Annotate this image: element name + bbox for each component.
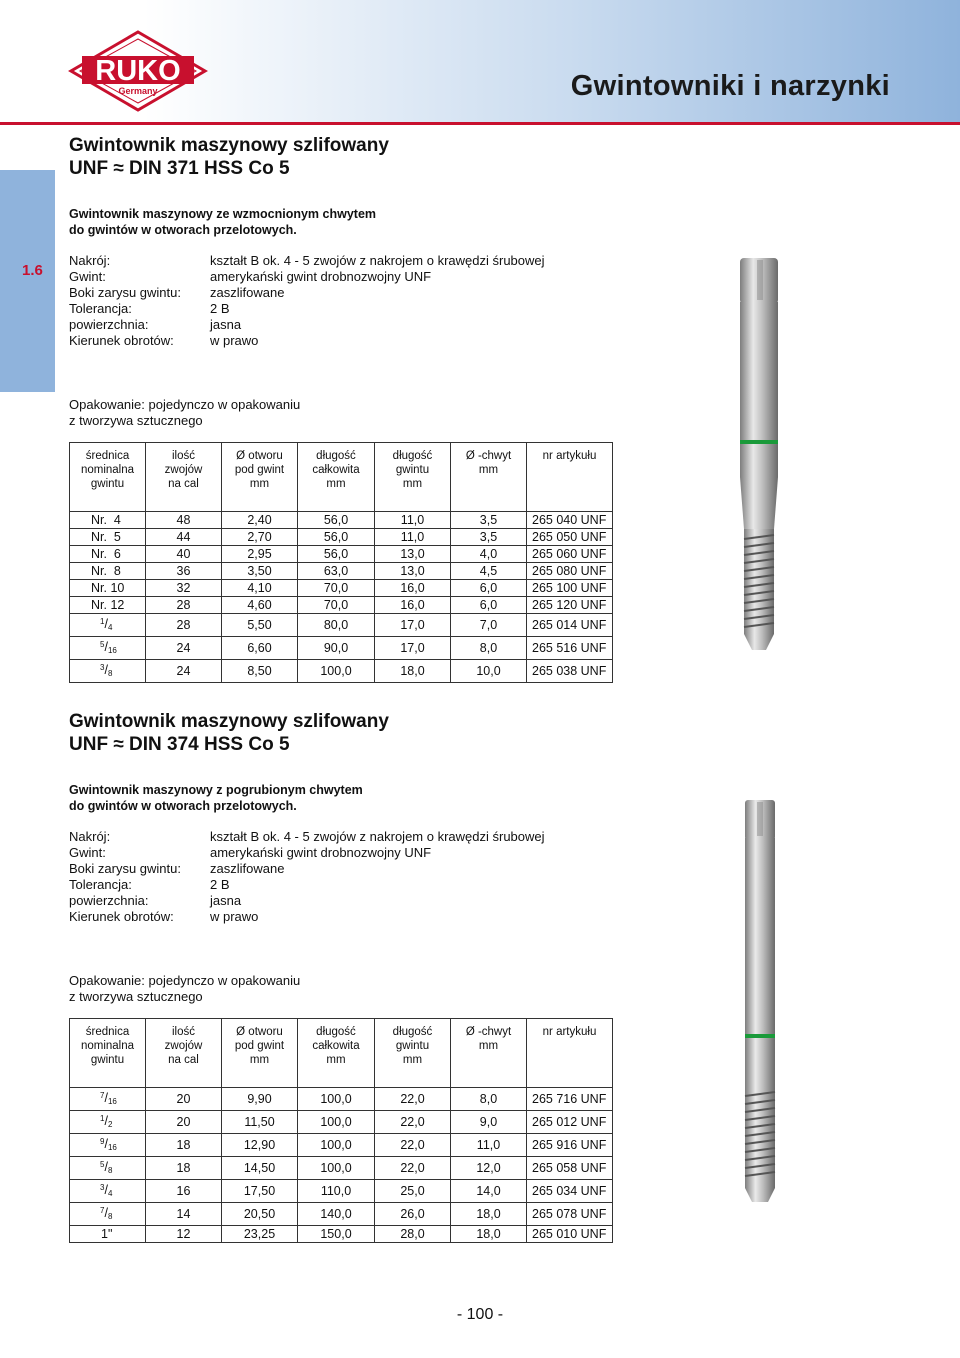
cell-size: Nr. 4 xyxy=(70,512,146,529)
ruko-logo xyxy=(68,30,208,112)
cell-tpi: 32 xyxy=(146,580,222,597)
cell-drill: 17,50 xyxy=(222,1180,298,1203)
table-row xyxy=(70,1203,613,1226)
cell-total: 70,0 xyxy=(298,580,375,597)
table-row xyxy=(70,1134,613,1157)
cell-thread: 11,0 xyxy=(375,529,451,546)
cell-art: 265 916 UNF xyxy=(527,1134,613,1157)
spec-value: jasna xyxy=(210,893,242,908)
cell-size: Nr. 5 xyxy=(70,529,146,546)
cell-size xyxy=(70,1180,146,1203)
cell-shank: 10,0 xyxy=(451,660,527,683)
cell-tpi: 14 xyxy=(146,1203,222,1226)
cell-drill: 2,95 xyxy=(222,546,298,563)
section1-title-line1: Gwintownik maszynowy szlifowany xyxy=(69,135,389,156)
fraction-numerator: 5 xyxy=(100,1160,105,1169)
column-header-line: gwintu xyxy=(395,1040,430,1052)
column-header xyxy=(222,1019,298,1083)
fraction-slash: / xyxy=(104,617,108,631)
column-header-line: zwojów xyxy=(164,1040,203,1052)
column-header-line: na cal xyxy=(168,478,199,490)
column-header xyxy=(70,1019,146,1083)
column-header-line xyxy=(527,463,612,477)
fraction-slash: / xyxy=(104,1091,108,1105)
cell-total: 63,0 xyxy=(298,563,375,580)
spec-key: Nakrój: xyxy=(69,253,111,268)
section2-title-line1: Gwintownik maszynowy szlifowany xyxy=(69,711,389,732)
cell-shank: 18,0 xyxy=(451,1226,527,1243)
spec-key: Nakrój: xyxy=(69,829,111,844)
cell-art: 265 060 UNF xyxy=(527,546,613,563)
section1-title-line2: UNF ≈ DIN 371 HSS Co 5 xyxy=(69,158,290,179)
cell-thread: 17,0 xyxy=(375,614,451,637)
section2-specs xyxy=(69,829,545,925)
column-header-line: ilość xyxy=(171,1026,195,1038)
column-header-line xyxy=(451,477,526,491)
spec-value: amerykański gwint drobnozwojny UNF xyxy=(210,269,432,284)
cell-drill: 9,90 xyxy=(222,1088,298,1111)
spec-value: 2 B xyxy=(210,877,230,892)
spec-key: Gwint: xyxy=(69,269,106,284)
spec-value: zaszlifowane xyxy=(210,861,285,876)
section1-title xyxy=(69,134,389,180)
fraction-numerator: 1 xyxy=(100,617,105,626)
fraction-denominator: 8 xyxy=(107,1166,113,1175)
cell-total: 80,0 xyxy=(298,614,375,637)
cell-art: 265 010 UNF xyxy=(527,1226,613,1243)
cell-shank: 8,0 xyxy=(451,637,527,660)
cell-drill: 3,50 xyxy=(222,563,298,580)
cell-shank: 18,0 xyxy=(451,1203,527,1226)
cell-drill: 6,60 xyxy=(222,637,298,660)
table-row xyxy=(70,529,613,546)
section1-table xyxy=(69,442,613,683)
spec-key: Gwint: xyxy=(69,845,106,860)
column-header-line: długość xyxy=(392,450,433,462)
cell-art: 265 516 UNF xyxy=(527,637,613,660)
section1-specs xyxy=(69,253,545,349)
cell-tpi: 48 xyxy=(146,512,222,529)
column-header-line: nominalna xyxy=(80,464,135,476)
column-header xyxy=(222,443,298,507)
fraction-denominator: 4 xyxy=(107,1189,113,1198)
cell-drill: 23,25 xyxy=(222,1226,298,1243)
cell-shank: 11,0 xyxy=(451,1134,527,1157)
column-header-line: Ø otworu xyxy=(236,1026,283,1038)
section1-packaging xyxy=(69,397,300,429)
column-header-line: całkowita xyxy=(312,1040,360,1052)
table-row xyxy=(70,597,613,614)
cell-total: 56,0 xyxy=(298,529,375,546)
fraction-denominator: 16 xyxy=(107,1143,117,1152)
cell-drill: 11,50 xyxy=(222,1111,298,1134)
table-row xyxy=(70,546,613,563)
column-header xyxy=(527,1019,613,1083)
cell-art: 265 716 UNF xyxy=(527,1088,613,1111)
cell-shank: 3,5 xyxy=(451,512,527,529)
cell-thread: 16,0 xyxy=(375,597,451,614)
spec-row xyxy=(69,829,545,845)
table-row xyxy=(70,1226,613,1243)
column-header-line: mm xyxy=(478,1040,499,1052)
cell-drill: 14,50 xyxy=(222,1157,298,1180)
spec-key: Tolerancja: xyxy=(69,301,132,316)
cell-art: 265 038 UNF xyxy=(527,660,613,683)
cell-art: 265 050 UNF xyxy=(527,529,613,546)
spec-key: powierzchnia: xyxy=(69,893,149,908)
cell-size xyxy=(70,1157,146,1180)
cell-total: 56,0 xyxy=(298,546,375,563)
fraction-slash: / xyxy=(104,1160,108,1174)
table-row xyxy=(70,563,613,580)
cell-size xyxy=(70,614,146,637)
cell-art: 265 120 UNF xyxy=(527,597,613,614)
column-header-line xyxy=(527,1053,612,1067)
column-header-line xyxy=(451,1053,526,1067)
cell-art: 265 034 UNF xyxy=(527,1180,613,1203)
fraction-slash: / xyxy=(104,663,108,677)
cell-tpi: 24 xyxy=(146,637,222,660)
spec-row xyxy=(69,269,545,285)
cell-thread: 22,0 xyxy=(375,1088,451,1111)
section2-desc-line2: do gwintów w otworach przelotowych. xyxy=(69,799,297,813)
cell-size xyxy=(70,1203,146,1226)
cell-total: 100,0 xyxy=(298,1111,375,1134)
cell-tpi: 18 xyxy=(146,1134,222,1157)
section2-packaging xyxy=(69,973,300,1005)
cell-art: 265 014 UNF xyxy=(527,614,613,637)
spec-row xyxy=(69,333,545,349)
spec-row xyxy=(69,861,545,877)
column-header-line: pod gwint xyxy=(234,1040,285,1052)
spec-row xyxy=(69,909,545,925)
logo-text: RUKO xyxy=(95,55,181,87)
column-header xyxy=(451,443,527,507)
column-header-line: gwintu xyxy=(395,464,430,476)
cell-size xyxy=(70,637,146,660)
spec-value: amerykański gwint drobnozwojny UNF xyxy=(210,845,432,860)
cell-total: 56,0 xyxy=(298,512,375,529)
cell-shank: 14,0 xyxy=(451,1180,527,1203)
cell-drill: 2,40 xyxy=(222,512,298,529)
table-row xyxy=(70,1180,613,1203)
column-header-line: średnica xyxy=(85,1026,130,1038)
spec-row xyxy=(69,301,545,317)
cell-tpi: 12 xyxy=(146,1226,222,1243)
cell-total: 100,0 xyxy=(298,1157,375,1180)
column-header-line xyxy=(527,1039,612,1053)
cell-thread: 13,0 xyxy=(375,546,451,563)
spec-row xyxy=(69,253,545,269)
cell-total: 100,0 xyxy=(298,1134,375,1157)
column-header-line: na cal xyxy=(168,1054,199,1066)
spec-key: Boki zarysu gwintu: xyxy=(69,861,181,876)
spec-value: w prawo xyxy=(210,909,259,924)
section2-description xyxy=(69,782,363,814)
column-header-line: nr artykułu xyxy=(542,1026,597,1038)
cell-tpi: 36 xyxy=(146,563,222,580)
pack-line2: z tworzywa sztucznego xyxy=(69,413,203,428)
cell-size: Nr. 8 xyxy=(70,563,146,580)
spec-key: Boki zarysu gwintu: xyxy=(69,285,181,300)
fraction-denominator: 8 xyxy=(107,1212,113,1221)
cell-size xyxy=(70,660,146,683)
spec-key: powierzchnia: xyxy=(69,317,149,332)
cell-thread: 26,0 xyxy=(375,1203,451,1226)
column-header-line: zwojów xyxy=(164,464,203,476)
pack-line1: Opakowanie: pojedynczo w opakowaniu xyxy=(69,397,301,412)
cell-thread: 28,0 xyxy=(375,1226,451,1243)
cell-total: 90,0 xyxy=(298,637,375,660)
column-header-line: mm xyxy=(402,478,423,490)
cell-total: 100,0 xyxy=(298,660,375,683)
spec-value: 2 B xyxy=(210,301,230,316)
fraction-slash: / xyxy=(104,1183,108,1197)
fraction-denominator: 16 xyxy=(107,646,117,655)
column-header-line: nominalna xyxy=(80,1040,135,1052)
spec-value: zaszlifowane xyxy=(210,285,285,300)
fraction-numerator: 9 xyxy=(100,1137,105,1146)
cell-thread: 22,0 xyxy=(375,1134,451,1157)
cell-tpi: 18 xyxy=(146,1157,222,1180)
cell-size: 1" xyxy=(70,1226,146,1243)
section1-desc-line2: do gwintów w otworach przelotowych. xyxy=(69,223,297,237)
table-row xyxy=(70,637,613,660)
pack-line1: Opakowanie: pojedynczo w opakowaniu xyxy=(69,973,301,988)
section2-title xyxy=(69,710,389,756)
column-header-line: długość xyxy=(316,1026,356,1038)
cell-size xyxy=(70,1088,146,1111)
table-row xyxy=(70,580,613,597)
section2-desc-line1: Gwintownik maszynowy z pogrubionym chwytem xyxy=(69,783,363,797)
spec-value: kształt B ok. 4 - 5 zwojów z nakrojem o krawędzi śrubowej xyxy=(210,829,545,844)
column-header xyxy=(146,1019,222,1083)
cell-size: Nr. 12 xyxy=(70,597,146,614)
cell-shank: 4,0 xyxy=(451,546,527,563)
column-header xyxy=(70,443,146,507)
cell-shank: 3,5 xyxy=(451,529,527,546)
cell-drill: 20,50 xyxy=(222,1203,298,1226)
column-header-line: całkowita xyxy=(312,464,360,476)
cell-drill: 2,70 xyxy=(222,529,298,546)
cell-shank: 8,0 xyxy=(451,1088,527,1111)
table-row xyxy=(70,1157,613,1180)
spec-row xyxy=(69,877,545,893)
column-header-line: średnica xyxy=(85,450,130,462)
column-header-line: mm xyxy=(326,478,346,490)
cell-tpi: 16 xyxy=(146,1180,222,1203)
cell-shank: 12,0 xyxy=(451,1157,527,1180)
column-header xyxy=(375,443,451,507)
cell-size xyxy=(70,1134,146,1157)
cell-shank: 9,0 xyxy=(451,1111,527,1134)
column-header-line: Ø otworu xyxy=(236,450,283,462)
cell-total: 70,0 xyxy=(298,597,375,614)
cell-thread: 18,0 xyxy=(375,660,451,683)
spec-value: kształt B ok. 4 - 5 zwojów z nakrojem o krawędzi śrubowej xyxy=(210,253,545,268)
cell-drill: 12,90 xyxy=(222,1134,298,1157)
cell-thread: 13,0 xyxy=(375,563,451,580)
column-header-line: nr artykułu xyxy=(542,450,597,462)
cell-drill: 4,10 xyxy=(222,580,298,597)
fraction-numerator: 1 xyxy=(100,1114,105,1123)
column-header xyxy=(375,1019,451,1083)
cell-art: 265 078 UNF xyxy=(527,1203,613,1226)
cell-shank: 6,0 xyxy=(451,597,527,614)
table-row xyxy=(70,1088,613,1111)
tap-image-din371 xyxy=(730,254,790,654)
fraction-slash: / xyxy=(104,1114,108,1128)
column-header-line: mm xyxy=(402,1054,423,1066)
cell-tpi: 28 xyxy=(146,597,222,614)
column-header-line: Ø -chwyt xyxy=(465,1026,512,1038)
column-header-line xyxy=(527,477,612,491)
table-row xyxy=(70,660,613,683)
cell-tpi: 20 xyxy=(146,1111,222,1134)
cell-art: 265 100 UNF xyxy=(527,580,613,597)
cell-thread: 22,0 xyxy=(375,1111,451,1134)
column-header xyxy=(298,443,375,507)
fraction-numerator: 7 xyxy=(100,1206,105,1215)
cell-tpi: 20 xyxy=(146,1088,222,1111)
chapter-number: 1.6 xyxy=(22,262,43,279)
table-row xyxy=(70,512,613,529)
section1-description xyxy=(69,206,376,238)
page-title: Gwintowniki i narzynki xyxy=(570,70,890,102)
section2-title-line2: UNF ≈ DIN 374 HSS Co 5 xyxy=(69,734,290,755)
column-header-line: gwintu xyxy=(90,478,125,490)
cell-drill: 4,60 xyxy=(222,597,298,614)
pack-line2: z tworzywa sztucznego xyxy=(69,989,203,1004)
cell-total: 110,0 xyxy=(298,1180,375,1203)
spec-row xyxy=(69,845,545,861)
cell-size: Nr. 6 xyxy=(70,546,146,563)
table-header-row xyxy=(70,443,613,507)
fraction-slash: / xyxy=(104,1206,108,1220)
column-header xyxy=(527,443,613,507)
spec-row xyxy=(69,893,545,909)
column-header-line: mm xyxy=(478,464,499,476)
page-number: - 100 - xyxy=(456,1306,504,1323)
cell-art: 265 040 UNF xyxy=(527,512,613,529)
spec-value: w prawo xyxy=(210,333,259,348)
spec-value: jasna xyxy=(210,317,242,332)
column-header-line: długość xyxy=(316,450,356,462)
tap-image-din374 xyxy=(730,796,790,1206)
fraction-denominator: 4 xyxy=(107,623,113,632)
fraction-denominator: 2 xyxy=(107,1120,113,1129)
cell-drill: 5,50 xyxy=(222,614,298,637)
cell-tpi: 44 xyxy=(146,529,222,546)
column-header-line: pod gwint xyxy=(234,464,285,476)
fraction-slash: / xyxy=(104,640,108,654)
spec-key: Kierunek obrotów: xyxy=(69,333,174,348)
chapter-tab xyxy=(0,170,55,392)
cell-shank: 7,0 xyxy=(451,614,527,637)
cell-size xyxy=(70,1111,146,1134)
cell-art: 265 080 UNF xyxy=(527,563,613,580)
cell-size: Nr. 10 xyxy=(70,580,146,597)
cell-thread: 16,0 xyxy=(375,580,451,597)
cell-shank: 4,5 xyxy=(451,563,527,580)
cell-total: 150,0 xyxy=(298,1226,375,1243)
column-header xyxy=(451,1019,527,1083)
section1-desc-line1: Gwintownik maszynowy ze wzmocnionym chwytem xyxy=(69,207,377,221)
column-header-line: mm xyxy=(326,1054,346,1066)
cell-drill: 8,50 xyxy=(222,660,298,683)
column-header xyxy=(298,1019,375,1083)
fraction-denominator: 16 xyxy=(107,1097,117,1106)
column-header xyxy=(146,443,222,507)
fraction-numerator: 5 xyxy=(100,640,105,649)
fraction-numerator: 7 xyxy=(100,1091,105,1100)
column-header-line: gwintu xyxy=(90,1054,125,1066)
cell-thread: 11,0 xyxy=(375,512,451,529)
header-divider xyxy=(0,122,960,125)
fraction-numerator: 3 xyxy=(100,663,105,672)
cell-thread: 17,0 xyxy=(375,637,451,660)
spec-row xyxy=(69,285,545,301)
cell-tpi: 24 xyxy=(146,660,222,683)
cell-shank: 6,0 xyxy=(451,580,527,597)
spec-key: Tolerancja: xyxy=(69,877,132,892)
spec-key: Kierunek obrotów: xyxy=(69,909,174,924)
cell-total: 140,0 xyxy=(298,1203,375,1226)
fraction-slash: / xyxy=(104,1137,108,1151)
cell-tpi: 40 xyxy=(146,546,222,563)
table-row xyxy=(70,1111,613,1134)
cell-art: 265 012 UNF xyxy=(527,1111,613,1134)
column-header-line: ilość xyxy=(171,450,195,462)
cell-tpi: 28 xyxy=(146,614,222,637)
cell-total: 100,0 xyxy=(298,1088,375,1111)
column-header-line: mm xyxy=(249,1054,270,1066)
column-header-line: Ø -chwyt xyxy=(465,450,512,462)
fraction-denominator: 8 xyxy=(107,669,113,678)
table-header-row xyxy=(70,1019,613,1083)
column-header-line: długość xyxy=(392,1026,433,1038)
logo-subtext: Germany xyxy=(118,86,158,96)
cell-thread: 22,0 xyxy=(375,1157,451,1180)
fraction-numerator: 3 xyxy=(100,1183,105,1192)
section2-table xyxy=(69,1018,613,1243)
cell-thread: 25,0 xyxy=(375,1180,451,1203)
column-header-line: mm xyxy=(249,478,270,490)
table-row xyxy=(70,614,613,637)
cell-art: 265 058 UNF xyxy=(527,1157,613,1180)
spec-row xyxy=(69,317,545,333)
